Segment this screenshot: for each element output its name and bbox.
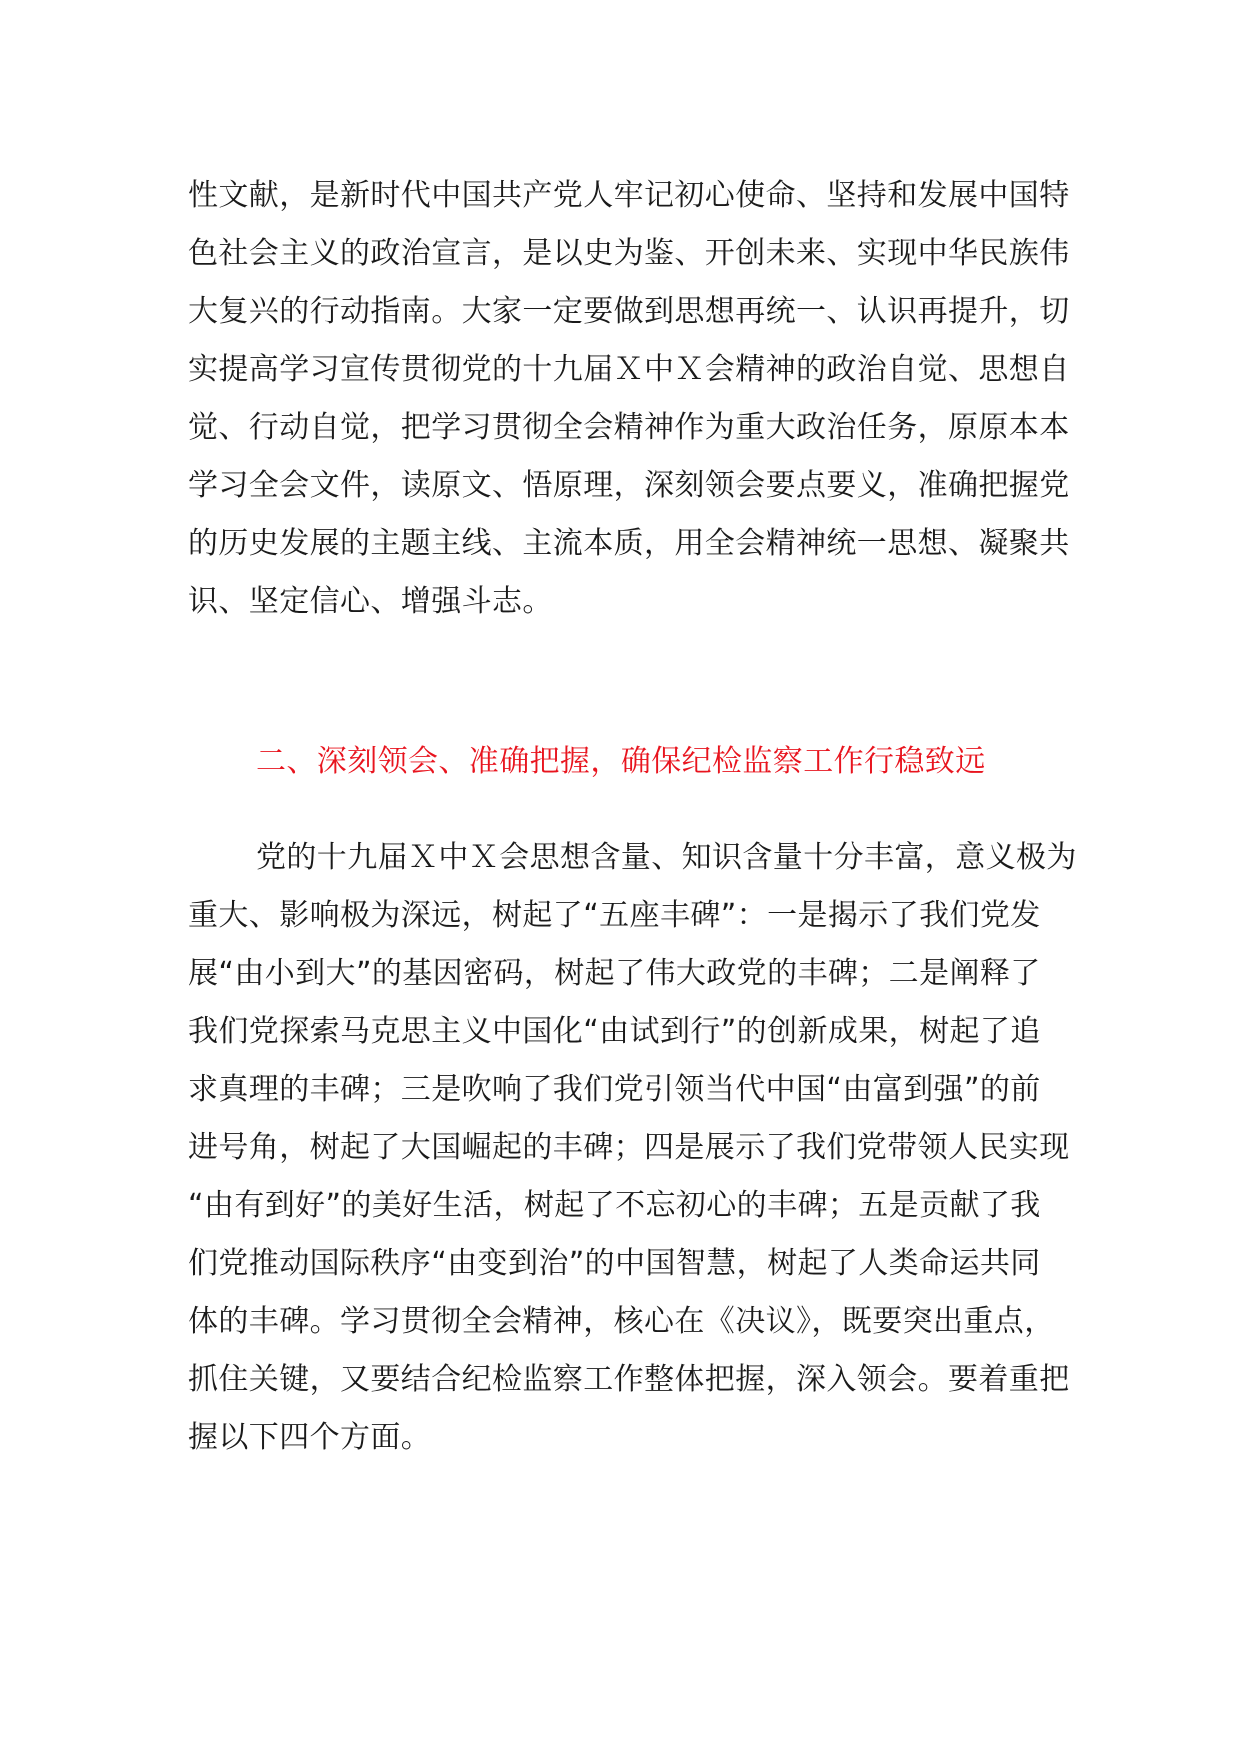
paragraph-line: 进号角，树起了大国崛起的丰碑；四是展示了我们党带领人民实现 bbox=[188, 1130, 1070, 1165]
paragraph-line: 觉、行动自觉，把学习贯彻全会精神作为重大政治任务，原原本本 bbox=[188, 410, 1070, 445]
paragraph-line: 们党推动国际秩序“由变到治”的中国智慧，树起了人类命运共同 bbox=[188, 1246, 1041, 1281]
paragraph-line: 重大、影响极为深远，树起了“五座丰碑”：一是揭示了我们党发 bbox=[188, 898, 1041, 933]
paragraph-line: “由有到好”的美好生活，树起了不忘初心的丰碑；五是贡献了我 bbox=[188, 1188, 1041, 1223]
paragraph-line: 学习全会文件，读原文、悟原理，深刻领会要点要义，准确把握党 bbox=[188, 468, 1070, 503]
paragraph-line: 实提高学习宣传贯彻党的十九届Ｘ中Ｘ会精神的政治自觉、思想自 bbox=[188, 352, 1070, 387]
paragraph-line: 抓住关键，又要结合纪检监察工作整体把握，深入领会。要着重把 bbox=[188, 1362, 1070, 1397]
paragraph-line: 展“由小到大”的基因密码，树起了伟大政党的丰碑；二是阐释了 bbox=[188, 956, 1041, 991]
paragraph-line: 握以下四个方面。 bbox=[188, 1420, 432, 1455]
paragraph-line: 的历史发展的主题主线、主流本质，用全会精神统一思想、凝聚共 bbox=[188, 526, 1070, 561]
paragraph-line: 性文献，是新时代中国共产党人牢记初心使命、坚持和发展中国特 bbox=[188, 178, 1070, 213]
paragraph-line: 体的丰碑。学习贯彻全会精神，核心在《决议》，既要突出重点， bbox=[188, 1304, 1055, 1339]
paragraph-line: 大复兴的行动指南。大家一定要做到思想再统一、认识再提升，切 bbox=[188, 294, 1070, 329]
paragraph-line: 我们党探索马克思主义中国化“由试到行”的创新成果，树起了追 bbox=[188, 1014, 1041, 1049]
paragraph-line: 党的十九届Ｘ中Ｘ会思想含量、知识含量十分丰富，意义极为 bbox=[256, 840, 1077, 875]
paragraph-line: 求真理的丰碑；三是吹响了我们党引领当代中国“由富到强”的前 bbox=[188, 1072, 1041, 1107]
paragraph-line: 识、坚定信心、增强斗志。 bbox=[188, 584, 553, 619]
section-heading: 二、深刻领会、准确把握，确保纪检监察工作行稳致远 bbox=[256, 744, 986, 779]
paragraph-line: 色社会主义的政治宣言，是以史为鉴、开创未来、实现中华民族伟 bbox=[188, 236, 1070, 271]
